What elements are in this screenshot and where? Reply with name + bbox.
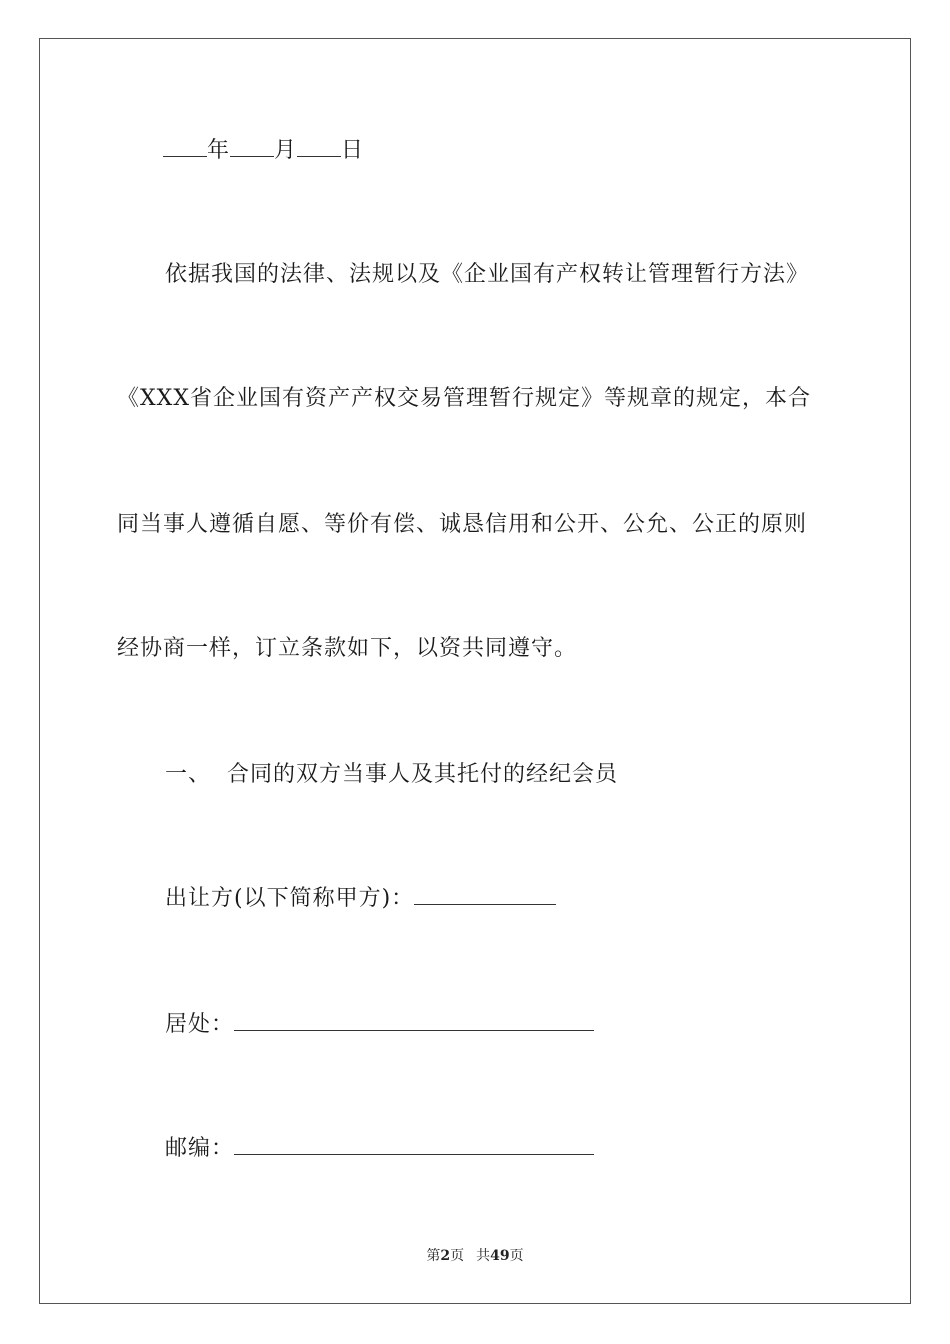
section-title: 合同的双方当事人及其托付的经纪会员 — [227, 762, 619, 787]
year-blank[interactable] — [163, 136, 207, 157]
address-label: 居处： — [165, 1012, 235, 1037]
section-heading — [165, 760, 618, 790]
postcode-blank[interactable] — [234, 1134, 594, 1155]
transferor-label: 出让方(以下简称甲方)： — [165, 886, 415, 911]
day-label: 日 — [341, 138, 365, 163]
address-blank[interactable] — [234, 1010, 594, 1031]
footer-total-suffix: 页 — [509, 1248, 524, 1264]
paragraph-line-4: 经协商一样，订立条款如下，以资共同遵守。 — [117, 636, 578, 661]
footer-page-suffix: 页 — [450, 1248, 465, 1264]
footer-prefix: 第 — [426, 1248, 441, 1264]
page-border — [39, 38, 911, 1304]
paragraph-line-3: 同当事人遵循自愿、等价有偿、诚恳信用和公开、公允、公正的原则 — [117, 512, 808, 537]
page-footer — [0, 1246, 950, 1266]
postcode-field — [165, 1134, 594, 1164]
month-label: 月 — [274, 138, 298, 163]
month-blank[interactable] — [230, 136, 274, 157]
year-label: 年 — [207, 138, 231, 163]
footer-page-number: 2 — [440, 1248, 451, 1264]
address-field — [165, 1010, 594, 1040]
section-number: 一、 — [165, 762, 212, 787]
postcode-label: 邮编： — [165, 1136, 235, 1161]
day-blank[interactable] — [297, 136, 341, 157]
footer-total-pages: 49 — [490, 1248, 510, 1264]
footer-total-prefix: 共 — [476, 1248, 491, 1264]
date-line — [163, 136, 364, 166]
transferor-field — [165, 884, 556, 914]
transferor-blank[interactable] — [414, 884, 556, 905]
paragraph-line-1: 依据我国的法律、法规以及《企业国有产权转让管理暂行方法》 — [165, 262, 810, 287]
paragraph-line-2: 《XXX省企业国有资产产权交易管理暂行规定》等规章的规定，本合 — [117, 386, 811, 411]
